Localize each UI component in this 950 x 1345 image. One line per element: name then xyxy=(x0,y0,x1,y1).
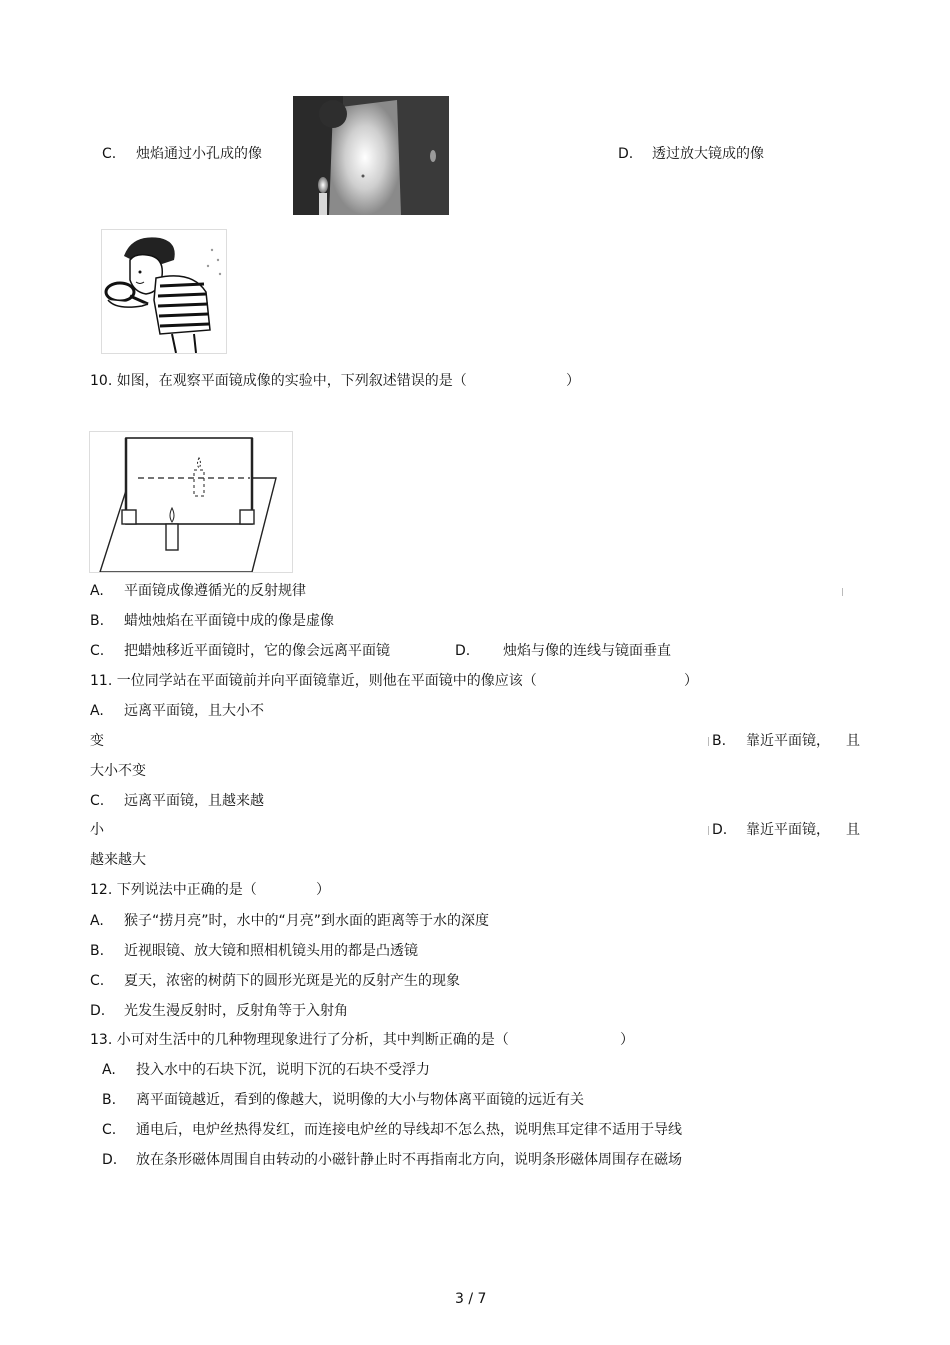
q11-optD-line1b: 且 xyxy=(846,822,860,838)
q10-optD-letter: D. xyxy=(455,643,471,659)
q12-optB-letter: B. xyxy=(90,943,105,959)
q10-optA-letter: A. xyxy=(90,583,104,599)
q11-optB-letter: B. xyxy=(712,733,727,749)
q11-optD-line1: 靠近平面镜， xyxy=(746,822,830,838)
q10-optA-text: 平面镜成像遵循光的反射规律 xyxy=(124,583,306,599)
q12-optA-letter: A. xyxy=(90,913,104,929)
q10-optB-letter: B. xyxy=(90,613,105,629)
q10-stem: 10. 如图，在观察平面镜成像的实验中，下列叙述错误的是（ xyxy=(90,373,467,389)
q13-optB-text: 离平面镜越近，看到的像越大，说明像的大小与物体离平面镜的远近有关 xyxy=(136,1092,584,1108)
q10-paren-close: ） xyxy=(566,373,580,389)
column-mark xyxy=(708,737,709,746)
plane-mirror-experiment-diagram xyxy=(89,431,293,573)
q12-optC-letter: C. xyxy=(90,973,105,989)
q12-optC-text: 夏天，浓密的树荫下的圆形光斑是光的反射产生的现象 xyxy=(124,973,460,989)
q12-optD-letter: D. xyxy=(90,1003,106,1019)
margin-mark xyxy=(842,588,843,596)
q11-optC-letter: C. xyxy=(90,793,105,809)
q13-optD-letter: D. xyxy=(102,1152,118,1168)
q11-optC-line2: 小 xyxy=(90,822,104,838)
q13-optC-letter: C. xyxy=(102,1122,117,1138)
q11-optA-line2: 变 xyxy=(90,733,104,749)
q9-optC-text: 烛焰通过小孔成的像 xyxy=(136,146,262,162)
column-mark xyxy=(708,826,709,835)
q11-optD-letter: D. xyxy=(712,822,728,838)
q12-optA-text: 猴子“捞月亮”时，水中的“月亮”到水面的距离等于水的深度 xyxy=(124,913,490,929)
q13-stem: 13. 小可对生活中的几种物理现象进行了分析，其中判断正确的是（ xyxy=(90,1032,509,1048)
q9-optD-letter: D. xyxy=(618,146,634,162)
q9-optC-letter: C. xyxy=(102,146,117,162)
q12-optB-text: 近视眼镜、放大镜和照相机镜头用的都是凸透镜 xyxy=(124,943,418,959)
magnifier-boy-illustration xyxy=(101,229,227,354)
q13-paren-close: ） xyxy=(620,1032,634,1048)
q13-optA-text: 投入水中的石块下沉，说明下沉的石块不受浮力 xyxy=(136,1062,430,1078)
pinhole-candle-photo xyxy=(293,96,449,215)
q13-optA-letter: A. xyxy=(102,1062,116,1078)
q13-optD-text: 放在条形磁体周围自由转动的小磁针静止时不再指南北方向，说明条形磁体周围存在磁场 xyxy=(136,1152,682,1168)
q11-optB-line1b: 且 xyxy=(846,733,860,749)
q11-optA-line1: 远离平面镜，且大小不 xyxy=(124,703,264,719)
q9-optD-text: 透过放大镜成的像 xyxy=(652,146,764,162)
q11-paren-close: ） xyxy=(684,673,698,689)
q10-optB-text: 蜡烛烛焰在平面镜中成的像是虚像 xyxy=(124,613,334,629)
q12-paren-close: ） xyxy=(316,882,330,898)
q13-optB-letter: B. xyxy=(102,1092,117,1108)
page-number: 3 / 7 xyxy=(455,1291,487,1307)
q11-optD-line2: 越来越大 xyxy=(90,852,146,868)
q11-optB-line1: 靠近平面镜， xyxy=(746,733,830,749)
q12-optD-text: 光发生漫反射时，反射角等于入射角 xyxy=(124,1003,348,1019)
q10-optD-text: 烛焰与像的连线与镜面垂直 xyxy=(503,643,671,659)
q12-stem: 12. 下列说法中正确的是（ xyxy=(90,882,257,898)
q10-optC-letter: C. xyxy=(90,643,105,659)
q11-stem: 11. 一位同学站在平面镜前并向平面镜靠近，则他在平面镜中的像应该（ xyxy=(90,673,537,689)
q13-optC-text: 通电后，电炉丝热得发红，而连接电炉丝的导线却不怎么热，说明焦耳定律不适用于导线 xyxy=(136,1122,682,1138)
q11-optC-line1: 远离平面镜，且越来越 xyxy=(124,793,264,809)
q11-optA-letter: A. xyxy=(90,703,104,719)
q11-optB-line2: 大小不变 xyxy=(90,763,146,779)
q10-optC-text: 把蜡烛移近平面镜时，它的像会远离平面镜 xyxy=(124,643,390,659)
